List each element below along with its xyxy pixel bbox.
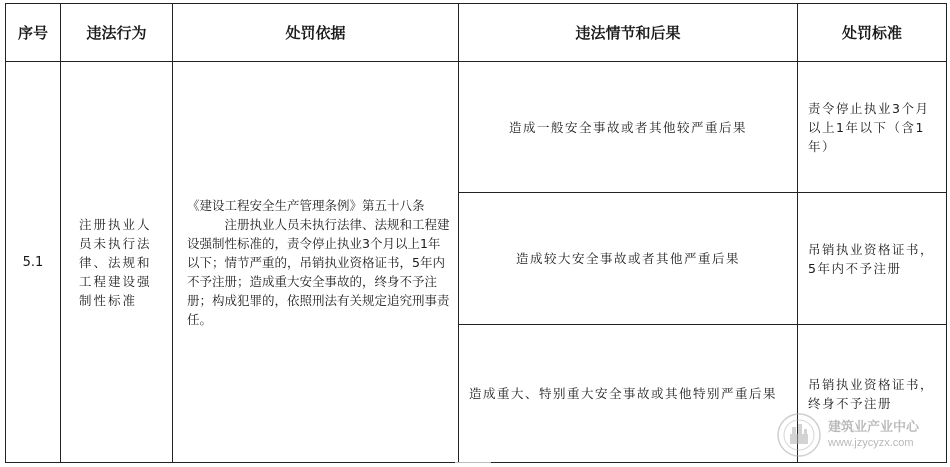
- legal-basis-text: 注册执业人员未执行法律、法规和工程建设强制性标准的，责令停止执业3个月以上1年以下；情节严重的，吊销执业资格证书，5年内不予注册；造成重大安全事故的，终身不予注册；构成犯罪的，依照刑法有关规定追究刑事责任。: [187, 216, 450, 327]
- standard-cell-1: 责令停止执业3个月以上1年以下（含1年）: [798, 62, 947, 193]
- legal-basis-cell: [173, 62, 459, 463]
- serial-no-cell: 5.1: [6, 62, 61, 463]
- header-circumstances: 违法情节和后果: [459, 4, 798, 62]
- watermark-name: 建筑业产业中心: [828, 420, 920, 435]
- header-legal-basis: 处罚依据: [173, 4, 459, 62]
- penalty-standard-table: [5, 3, 947, 463]
- table-header-row: [6, 4, 947, 62]
- watermark-url: www.jzycyzx.com: [828, 437, 914, 449]
- header-penalty-standard: 处罚标准: [798, 4, 947, 62]
- page-edge-mark: [455, 462, 491, 467]
- legal-basis-title: 《建设工程安全生产管理条例》第五十八条: [187, 197, 425, 213]
- standard-cell-3: 吊销执业资格证书，终身不予注册: [798, 325, 947, 463]
- header-violation: 违法行为: [61, 4, 173, 62]
- header-serial-no: 序号: [6, 4, 61, 62]
- circumstance-cell-1: 造成一般安全事故或者其他较严重后果: [459, 62, 798, 193]
- circumstance-cell-2: 造成较大安全事故或者其他严重后果: [459, 193, 798, 325]
- table-row: [6, 62, 947, 193]
- violation-cell: 注册执业人员未执行法律、法规和工程建设强制性标准: [61, 62, 173, 463]
- standard-cell-2: 吊销执业资格证书，5年内不予注册: [798, 193, 947, 325]
- circumstance-cell-3: 造成重大、特别重大安全事故或其他特别严重后果: [459, 325, 798, 463]
